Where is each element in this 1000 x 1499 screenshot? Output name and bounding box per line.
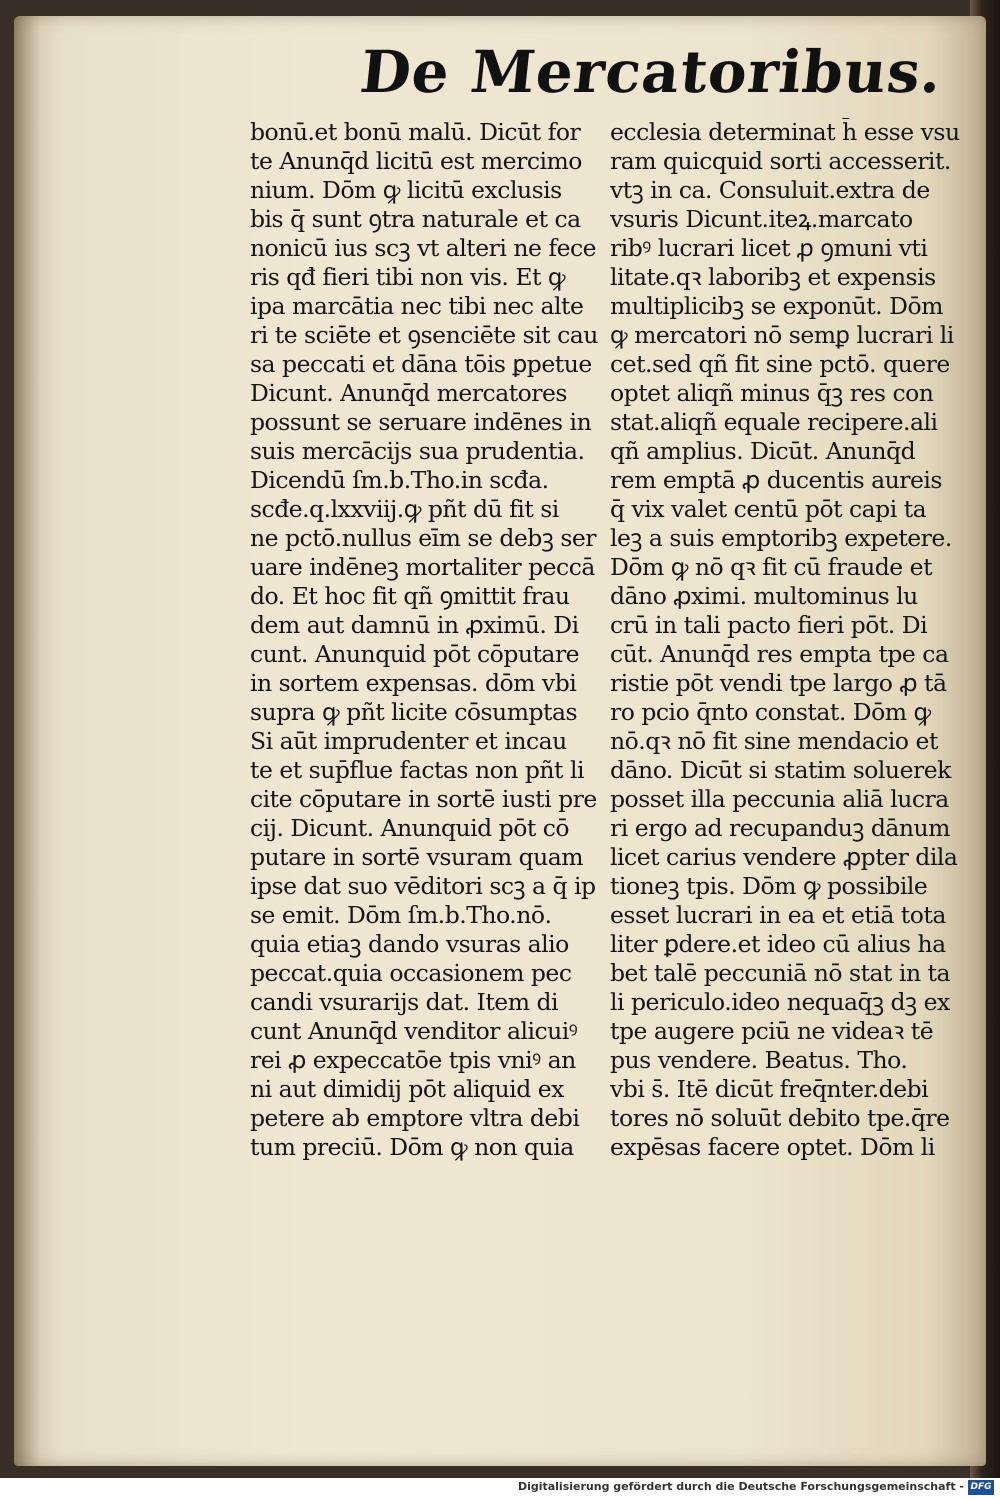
text-line: in sortem expensas. dōm vbi (250, 669, 577, 697)
text-line: do. Et hoc fit qñ ꝯmittit frau (250, 582, 570, 610)
text-line: multiplicibꝫ se exponūt. Dōm (610, 292, 943, 320)
text-line: stat.aliqñ equale recipere.ali (610, 408, 938, 436)
text-line: supra ꝙ pñt licite cōsumptas (250, 698, 578, 726)
text-line: dem aut damnū in ꝓximū. Di (250, 611, 579, 639)
text-line: ri te sciēte et ꝯsenciēte sit cau (250, 321, 598, 349)
text-line: licet carius vendere ꝓpter dila (610, 843, 958, 871)
text-line: pus vendere. Beatus. Tho. (610, 1046, 908, 1074)
text-line: nium. Dōm ꝙ licitū exclusis (250, 176, 562, 204)
text-line: tioneꝫ tpis. Dōm ꝙ possibile (610, 872, 928, 900)
text-line: rem emptā ꝓ ducentis aureis (610, 466, 942, 494)
text-line: rei ꝓ expeccatōe tpis vniꝰ an (250, 1046, 576, 1074)
text-line: cij. Dicunt. Anunquid pōt cō (250, 814, 570, 842)
text-line: petere ab emptore vltra debi (250, 1104, 580, 1132)
text-line: nō.qꝛ nō fit sine mendacio et (610, 727, 938, 755)
page-gutter-shadow (14, 16, 40, 1466)
text-line: bet talē peccuniā nō stat in ta (610, 959, 951, 987)
text-line: expēsas facere optet. Dōm li (610, 1133, 935, 1161)
text-line: liter ꝑdere.et ideo cū alius ha (610, 930, 946, 958)
text-line: ribꝰ lucrari licet ꝓ ꝯmuni vti (610, 234, 928, 262)
text-line: bis q̄ sunt ꝯtra naturale et ca (250, 205, 581, 233)
text-line: ipse dat suo vēditori scꝫ a q̄ ip (250, 872, 596, 900)
text-line: te Anunq̄d licitū est mercimo (250, 147, 582, 175)
footer-credit: Digitalisierung gefördert durch die Deutsche Forschungsgemeinschaft - (517, 1480, 964, 1493)
text-line: nonicū ius scꝫ vt alteri ne fece (250, 234, 597, 262)
text-line: qñ amplius. Dicūt. Anunq̄d (610, 437, 916, 465)
text-line: ꝙ mercatori nō semꝑ lucrari li (610, 321, 954, 349)
text-line: scđe.q.lxxviij.ꝙ pñt dū fit si (250, 495, 559, 523)
text-line: Dicunt. Anunq̄d mercatores (250, 379, 567, 407)
page-header-title: De Mercatoribus. (357, 38, 946, 106)
text-line: vbi s̄. Itē dicūt freq̄nter.debi (610, 1075, 929, 1103)
text-line: dāno. Dicūt si statim soluerek (610, 756, 951, 784)
text-line: putare in sortē vsuram quam (250, 843, 584, 871)
text-line: cite cōputare in sortē iusti pre (250, 785, 597, 813)
dfg-logo-icon: DFG (968, 1480, 994, 1495)
text-line: suis mercācijs sua prudentia. (250, 437, 585, 465)
text-line: q̄ vix valet centū pōt capi ta (610, 495, 927, 523)
text-line: quia etiaꝫ dando vsuras alio (250, 930, 569, 958)
text-line: sa peccati et dāna tōis ꝑpetue (250, 350, 592, 378)
text-line: peccat.quia occasionem pec (250, 959, 572, 987)
text-line: optet aliqñ minus q̄ꝫ res con (610, 379, 934, 407)
text-line: ristie pōt vendi tpe largo ꝓ tā (610, 669, 947, 697)
text-line: ri ergo ad recupanduꝫ dānum (610, 814, 950, 842)
text-line: te et sup̄flue factas non pñt li (250, 756, 584, 784)
text-line: cunt. Anunquid pōt cōputare (250, 640, 580, 668)
text-line: possunt se seruare indēnes in (250, 408, 592, 436)
text-line: candi vsurarijs dat. Item di (250, 988, 559, 1016)
text-line: uare indēneꝫ mortaliter peccā (250, 553, 595, 581)
text-line: bonū.et bonū malū. Dicūt for (250, 118, 581, 146)
text-line: crū in tali pacto fieri pōt. Di (610, 611, 928, 639)
text-line: leꝫ a suis emptoribꝫ expetere. (610, 524, 952, 552)
text-line: ni aut dimidij pōt aliquid ex (250, 1075, 564, 1103)
text-line: tum preciū. Dōm ꝙ non quia (250, 1133, 574, 1161)
text-line: dāno ꝓximi. multominus lu (610, 582, 918, 610)
text-line: ecclesia determinat h̄ esse vsu (610, 118, 960, 146)
digitization-footer (0, 1478, 1000, 1499)
text-line: vtꝫ in ca. Consuluit.extra de (610, 176, 930, 204)
text-line: tores nō soluūt debito tpe.q̄re (610, 1104, 950, 1132)
text-column-left (250, 118, 610, 1188)
text-line: ris qđ fieri tibi non vis. Et ꝙ (250, 263, 566, 291)
text-line: litate.qꝛ laboribꝫ et expensis (610, 263, 936, 291)
text-line: Si aūt imprudenter et incau (250, 727, 567, 755)
text-line: tpe augere pciū ne videaꝛ tē (610, 1017, 934, 1045)
text-line: ipa marcātia nec tibi nec alte (250, 292, 584, 320)
text-line: li periculo.ideo nequaq̄ꝫ dꝫ ex (610, 988, 950, 1016)
text-line: cunt Anunq̄d venditor alicuiꝰ (250, 1017, 578, 1045)
text-line: vsuris Dicunt.iteꝝ.marcato (610, 205, 913, 233)
text-line: Dicendū ſm.b.Tho.in scđa. (250, 466, 549, 494)
text-line: cūt. Anunq̄d res empta tpe ca (610, 640, 949, 668)
text-line: Dōm ꝙ nō qꝛ fit cū fraude et (610, 553, 933, 581)
text-line: posset illa peccunia aliā lucra (610, 785, 949, 813)
text-line: cet.sed qñ fit sine pctō. quere (610, 350, 950, 378)
text-line: ram quicquid sorti accesserit. (610, 147, 951, 175)
text-line: ro pcio q̄nto constat. Dōm ꝙ (610, 698, 931, 726)
text-column-right (610, 118, 970, 1188)
text-line: esset lucrari in ea et etiā tota (610, 901, 946, 929)
text-line: ne pctō.nullus eīm se debꝫ ser (250, 524, 597, 552)
text-line: se emit. Dōm ſm.b.Tho.nō. (250, 901, 552, 929)
